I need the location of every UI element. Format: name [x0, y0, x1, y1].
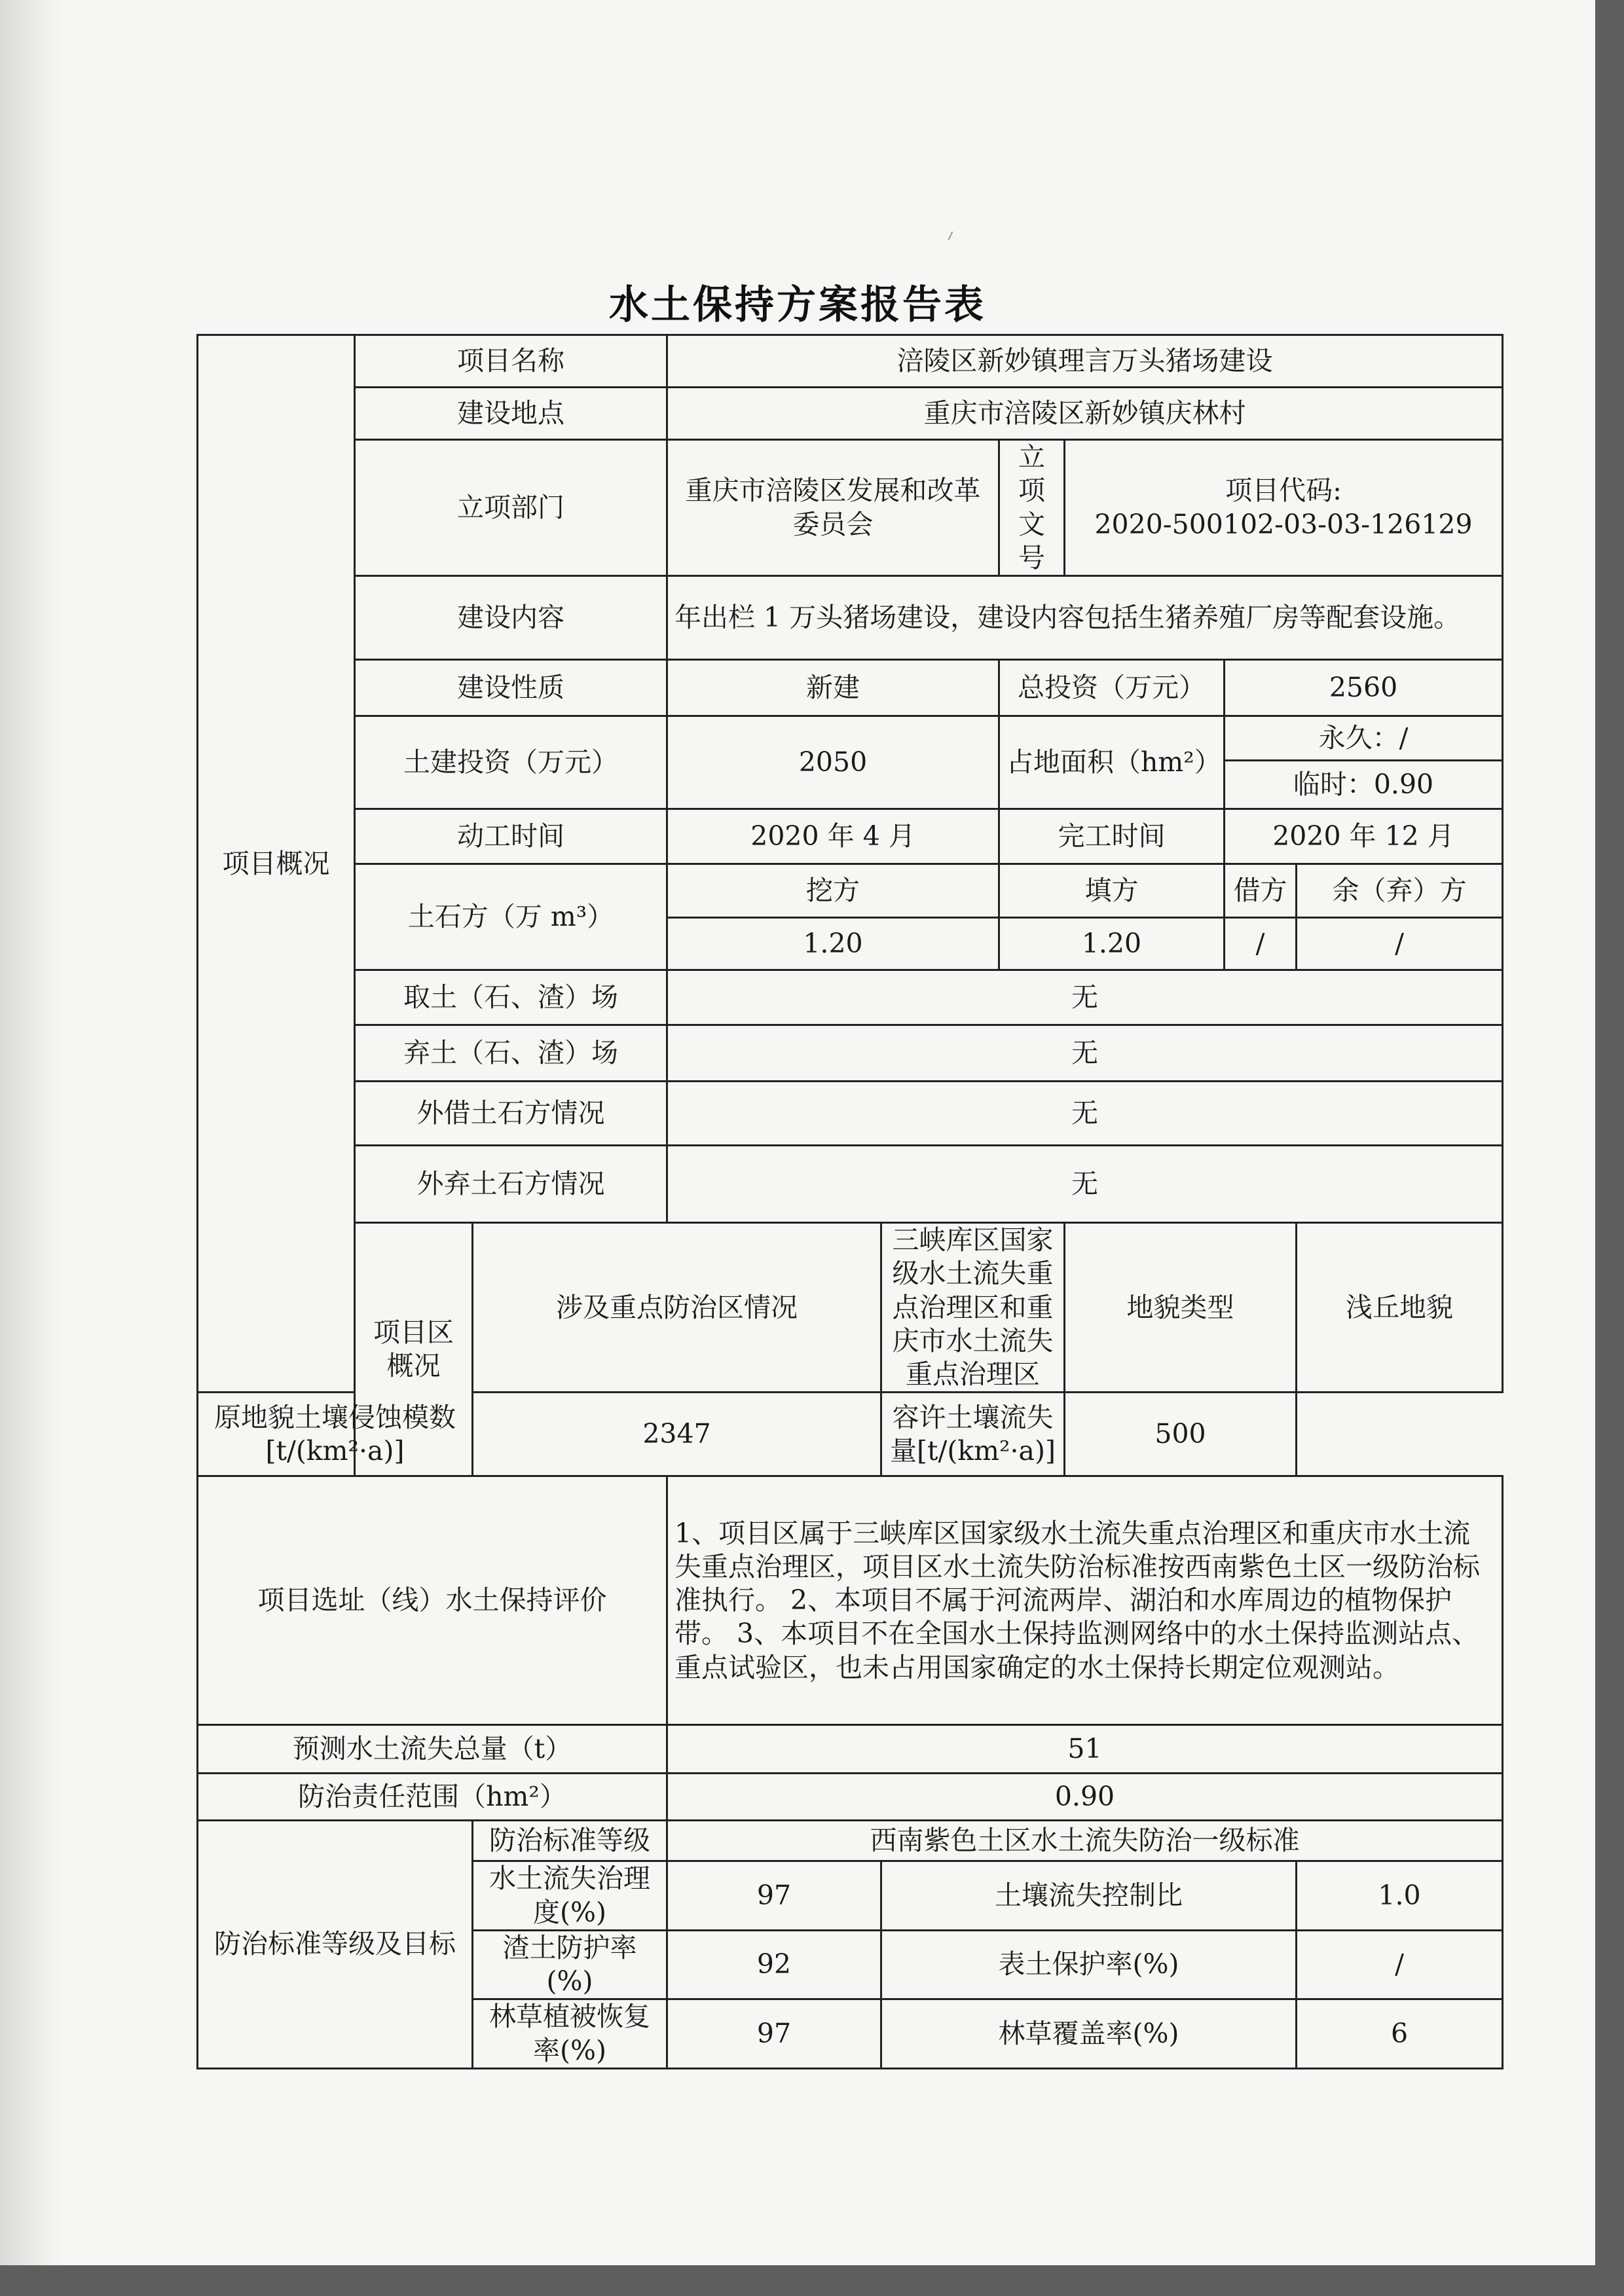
earthwork-value-cut: 1.20 [667, 918, 999, 970]
standard-3-key: 林草植被恢复率(%) [473, 1999, 667, 2069]
row-standard-level [198, 1821, 1503, 1861]
report-table [196, 334, 1504, 2069]
approval-dept-value: 重庆市涪陵区发展和改革委员会 [667, 440, 999, 576]
civil-invest-value: 2050 [667, 716, 999, 809]
standard-1-key: 水土流失治理度(%) [473, 1861, 667, 1931]
total-invest-label: 总投资（万元） [999, 660, 1225, 716]
overview-section-label: 项目概况 [198, 335, 355, 1393]
row-content [198, 576, 1503, 660]
standard-1-value2: 1.0 [1297, 1861, 1503, 1931]
row-evaluation [198, 1476, 1503, 1725]
civil-invest-label: 土建投资（万元） [355, 716, 667, 809]
project-name-value: 涪陵区新妙镇理言万头猪场建设 [667, 335, 1503, 388]
resp-scope-label: 防治责任范围（hm²） [198, 1774, 667, 1821]
land-area-temporary: 临时：0.90 [1225, 761, 1503, 809]
row-earthwork-headers [198, 864, 1503, 918]
landform-label: 地貌类型 [1065, 1223, 1297, 1393]
start-time-value: 2020 年 4 月 [667, 809, 999, 864]
nature-value: 新建 [667, 660, 999, 716]
scan-speck [948, 232, 958, 243]
earthwork-header-fill: 填方 [999, 864, 1225, 918]
predicted-loss-label: 预测水土流失总量（t） [198, 1725, 667, 1774]
standard-1-value: 97 [667, 1861, 881, 1931]
standard-3-key2: 林草覆盖率(%) [881, 1999, 1297, 2069]
location-value: 重庆市涪陵区新妙镇庆林村 [667, 388, 1503, 440]
row-key-zone [198, 1223, 1503, 1393]
key-zone-label: 涉及重点防治区情况 [473, 1223, 881, 1393]
evaluation-text: 1、项目区属于三峡库区国家级水土流失重点治理区和重庆市水土流失重点治理区，项目区水土流失防治标准按西南紫色土区一级防治标准执行。 2、本项目不属于河流两岸、湖泊和水库周边的植物保护带。 3、本项目不在全国水土保持监测网络中的水土保持监测站点、重点试验区，也未占用国家确定的水土保持长期定位观测站。 [667, 1476, 1503, 1725]
row-spoil-earth [198, 1146, 1503, 1223]
total-invest-value: 2560 [1225, 660, 1503, 716]
row-spoil-site [198, 1025, 1503, 1082]
nature-label: 建设性质 [355, 660, 667, 716]
standard-2-key: 渣土防护率(%) [473, 1930, 667, 1999]
row-location [198, 388, 1503, 440]
row-schedule [198, 809, 1503, 864]
location-label: 建设地点 [355, 388, 667, 440]
page-title: 水土保持方案报告表 [609, 282, 986, 328]
earthwork-value-spoil: / [1297, 918, 1503, 970]
standard-2-value: 92 [667, 1930, 881, 1999]
earthwork-header-spoil: 余（弃）方 [1297, 864, 1503, 918]
allowable-label: 容许土壤流失量[t/(km²·a)] [881, 1393, 1065, 1476]
borrow-site-label: 取土（石、渣）场 [355, 970, 667, 1025]
scan-shadow [0, 0, 62, 2265]
end-time-value: 2020 年 12 月 [1225, 809, 1503, 864]
content-label: 建设内容 [355, 576, 667, 660]
standard-level-label: 防治标准等级 [473, 1821, 667, 1861]
start-time-label: 动工时间 [355, 809, 667, 864]
spoil-earth-label: 外弃土石方情况 [355, 1146, 667, 1223]
row-approval [198, 440, 1503, 576]
earthwork-header-cut: 挖方 [667, 864, 999, 918]
earthwork-value-borrow: / [1225, 918, 1297, 970]
standard-2-key2: 表土保护率(%) [881, 1930, 1297, 1999]
earthwork-label: 土石方（万 m³） [355, 864, 667, 970]
standard-1-key2: 土壤流失控制比 [881, 1861, 1297, 1931]
standards-section-label: 防治标准等级及目标 [198, 1821, 473, 2069]
row-predicted-loss [198, 1725, 1503, 1774]
standard-3-value2: 6 [1297, 1999, 1503, 2069]
evaluation-label: 项目选址（线）水土保持评价 [198, 1476, 667, 1725]
borrow-site-value: 无 [667, 970, 1503, 1025]
land-area-label: 占地面积（hm²） [999, 716, 1225, 809]
project-code-value: 2020-500102-03-03-126129 [1094, 508, 1473, 540]
row-civil-invest-a [198, 716, 1503, 761]
key-zone-value: 三峡库区国家级水土流失重点治理区和重庆市水土流失重点治理区 [881, 1223, 1065, 1393]
end-time-label: 完工时间 [999, 809, 1225, 864]
row-nature [198, 660, 1503, 716]
approval-dept-label: 立项部门 [355, 440, 667, 576]
project-name-label: 项目名称 [355, 335, 667, 388]
predicted-loss-value: 51 [667, 1725, 1503, 1774]
row-erosion [198, 1393, 1503, 1476]
erosion-label: 原地貌土壤侵蚀模数[t/(km²·a)] [198, 1393, 473, 1476]
project-code [1065, 440, 1503, 576]
standard-3-value: 97 [667, 1999, 881, 2069]
spoil-earth-value: 无 [667, 1146, 1503, 1223]
borrow-earth-label: 外借土石方情况 [355, 1082, 667, 1146]
borrow-earth-value: 无 [667, 1082, 1503, 1146]
standard-2-value2: / [1297, 1930, 1503, 1999]
resp-scope-value: 0.90 [667, 1774, 1503, 1821]
allowable-value: 500 [1065, 1393, 1297, 1476]
approval-doc-label: 立项文号 [999, 440, 1065, 576]
row-project-name [198, 335, 1503, 388]
land-area-permanent: 永久：/ [1225, 716, 1503, 761]
row-borrow-site [198, 970, 1503, 1025]
project-code-label: 项目代码: [1225, 475, 1342, 507]
spoil-site-label: 弃土（石、渣）场 [355, 1025, 667, 1082]
area-section-label: 项目区概况 [355, 1223, 473, 1476]
earthwork-value-fill: 1.20 [999, 918, 1225, 970]
row-resp-scope [198, 1774, 1503, 1821]
landform-value: 浅丘地貌 [1297, 1223, 1503, 1393]
row-borrow-earth [198, 1082, 1503, 1146]
earthwork-header-borrow: 借方 [1225, 864, 1297, 918]
spoil-site-value: 无 [667, 1025, 1503, 1082]
erosion-value: 2347 [473, 1393, 881, 1476]
standard-level-value: 西南紫色土区水土流失防治一级标准 [667, 1821, 1503, 1861]
content-value: 年出栏 1 万头猪场建设，建设内容包括生猪养殖厂房等配套设施。 [667, 576, 1503, 660]
